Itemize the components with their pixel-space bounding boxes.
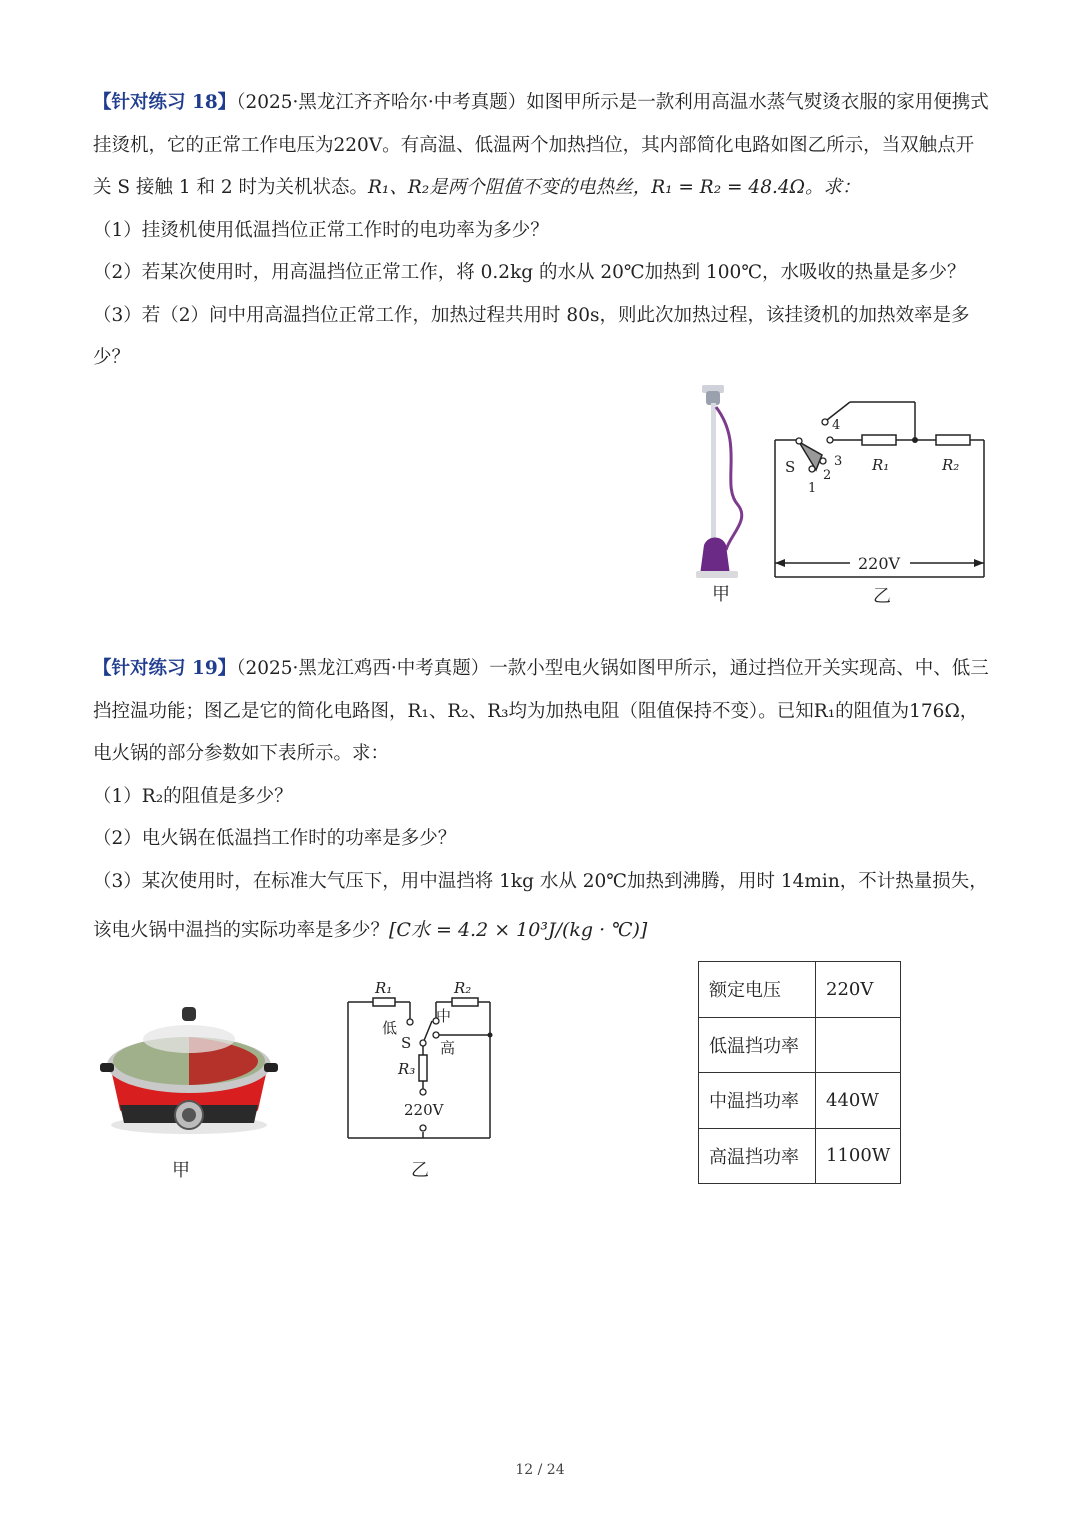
q18-sub3b: 少？ <box>93 347 131 368</box>
q19-r2-label: R₂ <box>454 979 472 997</box>
q18-text <box>93 82 993 380</box>
table-row <box>699 1017 901 1073</box>
q18-circuit <box>770 395 990 585</box>
q19-tag: 【针对练习 19】 <box>93 658 237 679</box>
table-row <box>699 1128 901 1184</box>
q18-terminal-2: 2 <box>823 468 832 483</box>
q19-line2: 挡控温功能；图乙是它的简化电路图，R₁、R₂、R₃均为加热电阻（阻值保持不变）。已知R₁的阻值为176Ω， <box>93 700 979 722</box>
q18-line3b: R₁、R₂是两个阻值不变的电热丝， <box>368 177 652 198</box>
table-key: 中温挡功率 <box>699 1073 816 1129</box>
q19-mid-label: 中 <box>436 1007 452 1025</box>
q19-high-label: 高 <box>440 1039 456 1057</box>
q18-line1: （2025·黑龙江齐齐哈尔·中考真题）如图甲所示是一款利用高温水蒸气熨烫衣服的家用便携式 <box>236 92 989 113</box>
q19-sub3b: 该电火锅中温挡的实际功率是多少？ <box>93 920 390 941</box>
table-value: 220V <box>816 962 901 1018</box>
q18-terminal-1: 1 <box>808 481 817 496</box>
table-value: 440W <box>816 1073 901 1129</box>
q19-text <box>93 648 993 953</box>
table-key: 高温挡功率 <box>699 1128 816 1184</box>
q19-fig-jia-caption: 甲 <box>172 1160 190 1181</box>
q19-r1-label: R₁ <box>375 979 393 997</box>
table-value: 1100W <box>816 1128 901 1184</box>
q19-sub3a: （3）某次使用时，在标准大气压下，用中温挡将 1kg 水从 20℃加热到沸腾，用时 14min，不计热量损失， <box>93 870 988 892</box>
q18-terminal-3: 3 <box>834 454 843 469</box>
q19-low-label: 低 <box>382 1019 398 1037</box>
q18-sub2: （2）若某次使用时，用高温挡位正常工作，将 0.2kg 的水从 20℃加热到 100℃，水吸收的热量是多少？ <box>93 262 966 283</box>
q18-line2: 挂烫机，它的正常工作电压为220V。有高温、低温两个加热挡位，其内部简化电路如图乙所示，当双触点开 <box>93 134 975 156</box>
table-key: 低温挡功率 <box>699 1017 816 1073</box>
parameter-table <box>698 961 901 1184</box>
q19-sub1: （1）R₂的阻值是多少？ <box>93 785 293 807</box>
q18-fig-jia-caption: 甲 <box>712 584 730 605</box>
q19-formula: [C水 = 4.2 × 10³J/(kg · ℃)] <box>389 919 648 941</box>
q19-voltage-label: 220V <box>404 1101 444 1119</box>
q18-line3c: R₁ = R₂ = 48.4Ω。求： <box>651 177 861 198</box>
q18-terminal-4: 4 <box>832 418 841 433</box>
q19-sub2: （2）电火锅在低温挡工作时的功率是多少？ <box>93 828 457 849</box>
q18-sub1: （1）挂烫机使用低温挡位正常工作时的电功率为多少？ <box>93 219 549 241</box>
q19-line1: （2025·黑龙江鸡西·中考真题）一款小型电火锅如图甲所示，通过挡位开关实现高、中、低三 <box>236 658 989 679</box>
table-key: 额定电压 <box>699 962 816 1018</box>
table-row <box>699 962 901 1018</box>
q18-tag: 【针对练习 18】 <box>93 92 237 113</box>
q19-fig-yi-caption: 乙 <box>411 1160 429 1181</box>
q18-voltage-label: 220V <box>858 554 901 573</box>
q19-circuit <box>340 975 500 1145</box>
q19-r3-label: R₃ <box>398 1060 416 1078</box>
table-row <box>699 1073 901 1129</box>
q18-switch-label: S <box>785 458 796 476</box>
q19-line3: 电火锅的部分参数如下表所示。求： <box>93 743 390 764</box>
q18-fig-yi-caption: 乙 <box>873 586 891 607</box>
q18-line3a: 关 S 接触 1 和 2 时为关机状态。 <box>93 177 368 198</box>
page-number: 12 / 24 <box>515 1462 565 1478</box>
q18-r1-label: R₁ <box>872 456 890 474</box>
q18-sub3a: （3）若（2）问中用高温挡位正常工作，加热过程共用时 80s，则此次加热过程，该挂烫机的加热效率是多 <box>93 304 970 326</box>
hotpot-image <box>98 995 280 1135</box>
q18-r2-label: R₂ <box>942 456 960 474</box>
table-value <box>816 1017 901 1073</box>
steamer-image <box>690 385 750 580</box>
q19-switch-label: S <box>401 1034 412 1052</box>
